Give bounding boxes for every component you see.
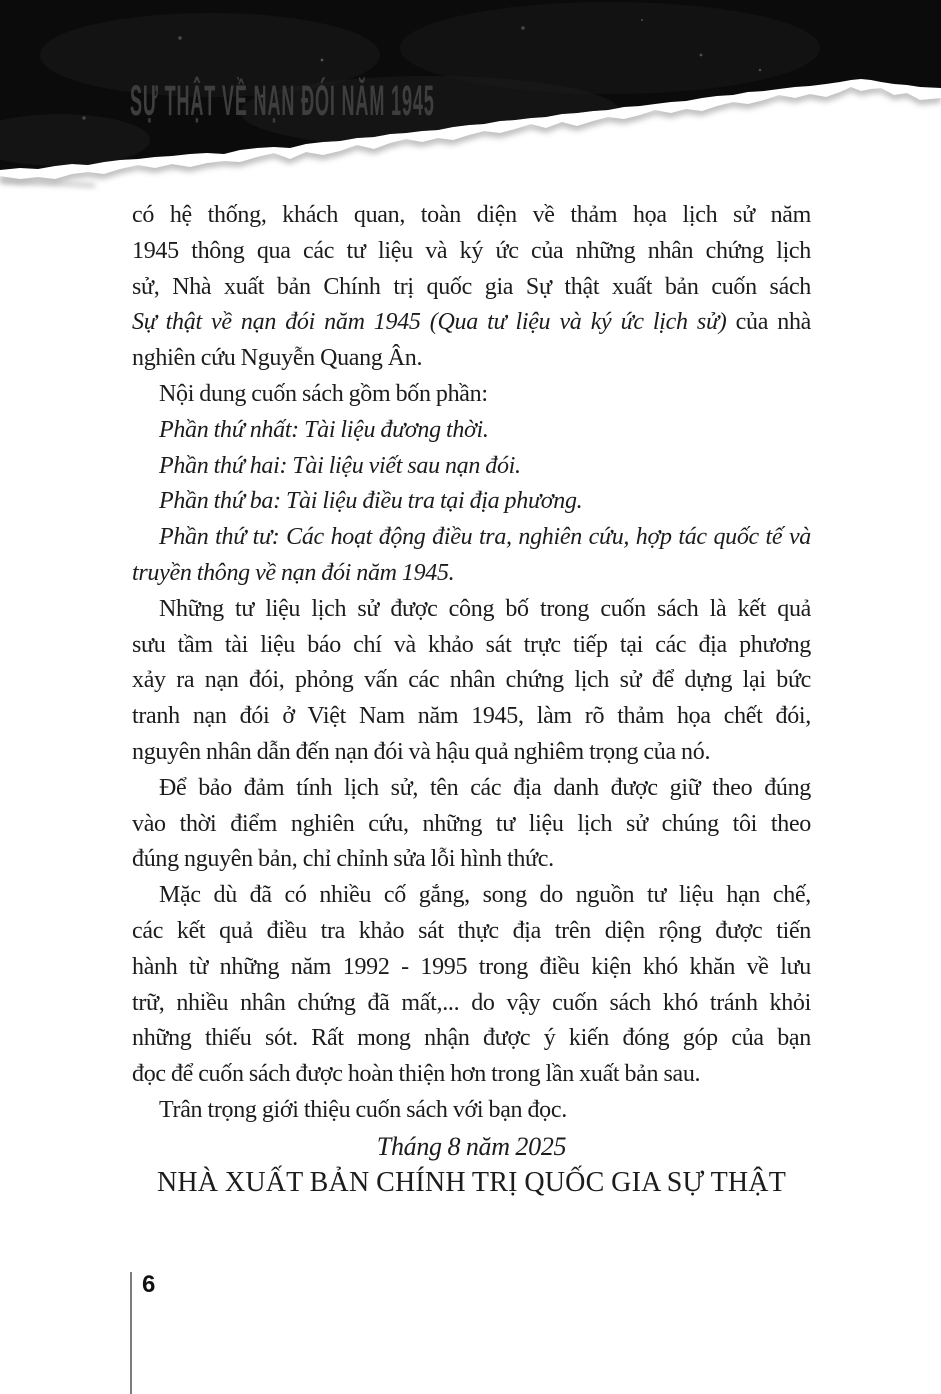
text-line — [132, 986, 811, 1022]
text-line — [132, 807, 811, 843]
text-line — [132, 234, 811, 270]
text-line — [132, 592, 811, 628]
text-line — [132, 628, 811, 664]
text-segment: nguyên nhân dẫn đến nạn đói và hậu quả nghiêm trọng của nó. — [132, 738, 711, 765]
text-line — [132, 341, 811, 377]
text-segment: sưu tầm tài liệu báo chí và khảo sát trực tiếp tại các địa phương — [132, 631, 811, 658]
italic-text-segment: Tháng 8 năm 2025 — [376, 1131, 567, 1161]
text-segment: Trân trọng giới thiệu cuốn sách với bạn đọc. — [159, 1096, 567, 1123]
text-segment: đọc để cuốn sách được hoàn thiện hơn trong lần xuất bản sau. — [132, 1061, 701, 1088]
text-segment: xảy ra nạn đói, phỏng vấn các nhân chứng lịch sử để dựng lại bức — [132, 667, 811, 694]
text-line — [132, 771, 811, 807]
text-line — [132, 914, 811, 950]
text-line — [132, 1021, 811, 1057]
text-segment: những thiếu sót. Rất mong nhận được ý kiến đóng góp của bạn — [132, 1025, 811, 1052]
italic-text-segment: Phần thứ tư: Các hoạt động điều tra, nghiên cứu, hợp tác quốc tế và — [159, 524, 811, 551]
text-segment: NHÀ XUẤT BẢN CHÍNH TRỊ QUỐC GIA SỰ THẬT — [156, 1166, 787, 1198]
text-line — [132, 1129, 811, 1165]
text-segment: tranh nạn đói ở Việt Nam năm 1945, làm rõ thảm họa chết đói, — [132, 703, 811, 730]
text-segment: của nhà — [726, 309, 811, 336]
italic-text-segment: Sự thật về nạn đói năm 1945 (Qua tư liệu và ký ức lịch sử) — [132, 309, 727, 336]
text-line — [132, 270, 811, 306]
text-segment: đúng nguyên bản, chỉ chỉnh sửa lỗi hình thức. — [132, 846, 554, 873]
text-line — [132, 878, 811, 914]
text-line — [132, 1093, 811, 1129]
text-segment: các kết quả điều tra khảo sát thực địa trên diện rộng được tiến — [132, 917, 811, 944]
text-segment: hành từ những năm 1992 - 1995 trong điều kiện khó khăn về lưu — [132, 953, 811, 980]
text-line — [132, 1165, 811, 1201]
text-segment: Để bảo đảm tính lịch sử, tên các địa danh được giữ theo đúng — [159, 774, 811, 801]
italic-text-segment: truyền thông về nạn đói năm 1945. — [132, 559, 455, 586]
text-line — [132, 305, 811, 341]
text-line — [132, 735, 811, 771]
text-segment: Nội dung cuốn sách gồm bốn phần: — [159, 380, 488, 407]
text-segment: nghiên cứu Nguyễn Quang Ân. — [132, 345, 423, 372]
text-line — [132, 198, 811, 234]
text-line — [132, 1057, 811, 1093]
text-segment: sử, Nhà xuất bản Chính trị quốc gia Sự thật xuất bản cuốn sách — [132, 273, 811, 300]
italic-text-segment: Phần thứ nhất: Tài liệu đương thời. — [159, 416, 489, 443]
italic-text-segment: Phần thứ hai: Tài liệu viết sau nạn đói. — [159, 452, 521, 479]
text-line — [132, 842, 811, 878]
text-line — [132, 699, 811, 735]
running-header-title: SỰ THẬT VỀ NẠN ĐÓI NĂM 1945 — [130, 77, 435, 125]
text-segment: vào thời điểm nghiên cứu, những tư liệu lịch sử chúng tôi theo — [132, 810, 811, 837]
text-segment: 1945 thông qua các tư liệu và ký ức của những nhân chứng lịch — [132, 237, 811, 264]
text-line — [132, 413, 811, 449]
text-line — [132, 520, 811, 556]
italic-text-segment: Phần thứ ba: Tài liệu điều tra tại địa phương. — [159, 488, 583, 515]
text-segment: có hệ thống, khách quan, toàn diện về thảm họa lịch sử năm — [132, 202, 811, 228]
text-segment: Mặc dù đã có nhiều cố gắng, song do nguồn tư liệu hạn chế, — [159, 882, 811, 909]
text-line — [132, 556, 811, 592]
text-line — [132, 449, 811, 485]
page-number: 6 — [142, 1271, 156, 1298]
text-line — [132, 950, 811, 986]
page-number-rule — [130, 1272, 132, 1394]
text-segment: Những tư liệu lịch sử được công bố trong cuốn sách là kết quả — [159, 595, 811, 622]
text-line — [132, 663, 811, 699]
text-line — [132, 484, 811, 520]
text-segment: trữ, nhiều nhân chứng đã mất,... do vậy cuốn sách khó tránh khỏi — [132, 989, 811, 1016]
body-text — [132, 198, 811, 1200]
torn-paper-header — [0, 0, 941, 210]
torn-paper-graphic — [0, 0, 941, 210]
text-line — [132, 377, 811, 413]
